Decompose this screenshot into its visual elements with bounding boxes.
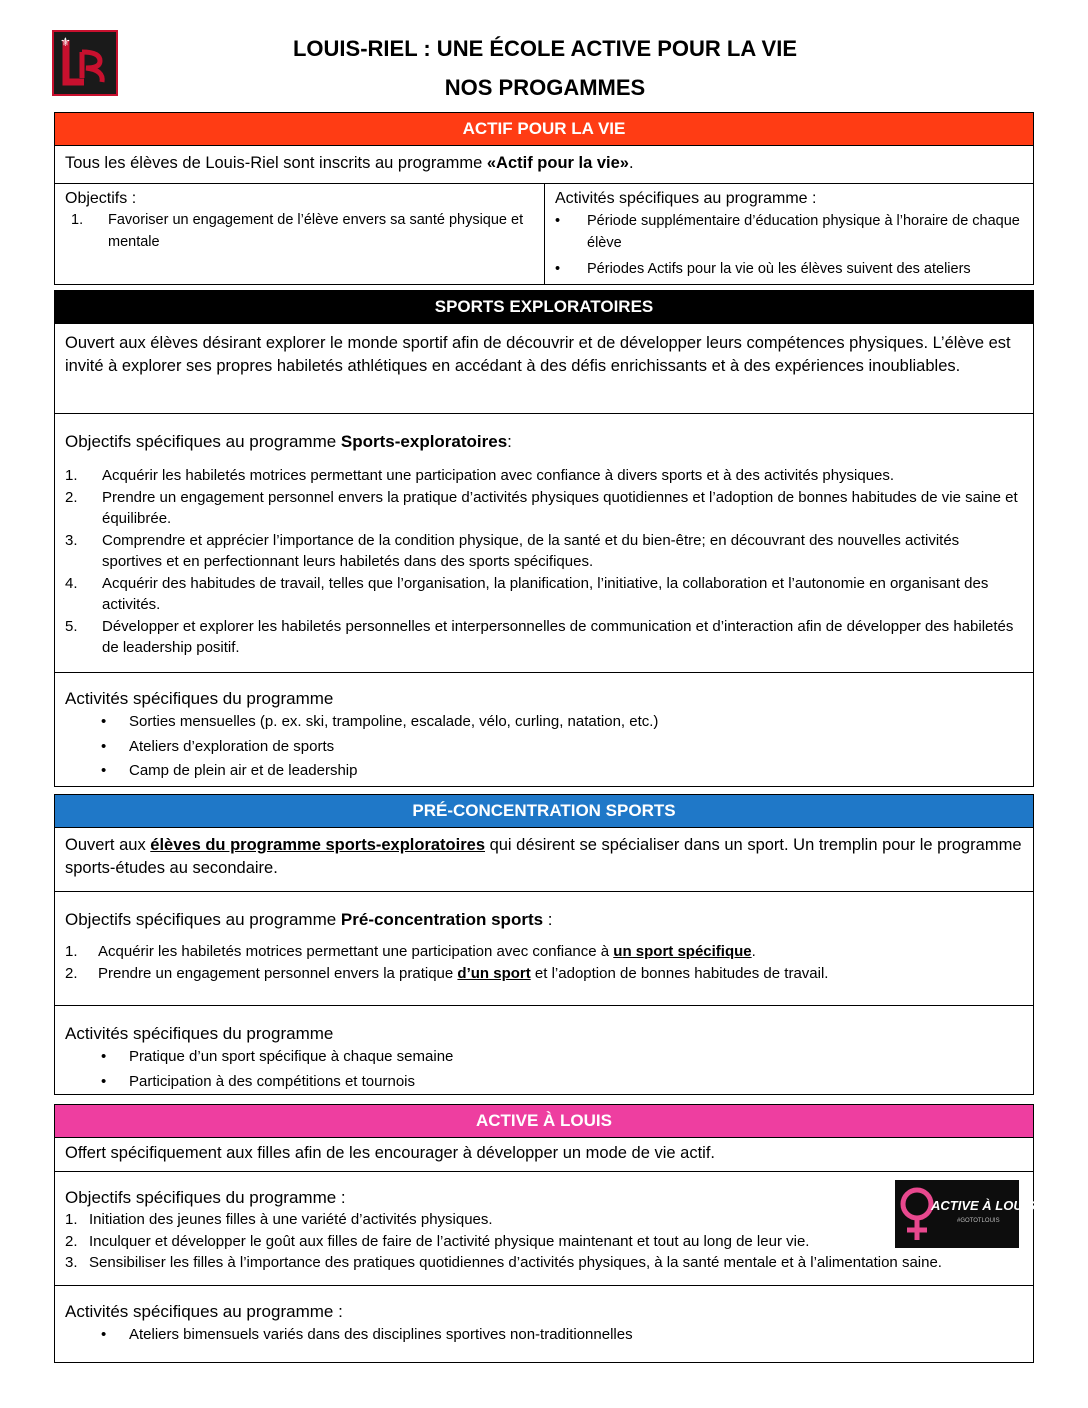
- objectives-heading: Objectifs :: [65, 190, 137, 207]
- activities-heading: Activités spécifiques au programme :: [555, 190, 817, 207]
- objectives-list: [65, 941, 1023, 984]
- objectives-heading: Objectifs spécifiques au programme Pré-concentration sports :: [65, 910, 553, 929]
- objectives-block: [55, 1172, 1036, 1286]
- section-header: ACTIVE À LOUIS: [55, 1105, 1033, 1138]
- section-intro: Offert spécifiquement aux filles afin de les encourager à développer un mode de vie actif.: [55, 1138, 1033, 1172]
- section-active-a-louis: [54, 1104, 1034, 1363]
- list-item: 2. Prendre un engagement personnel envers la pratique d’un sport et l’adoption de bonnes habitudes de travail.: [65, 964, 829, 982]
- school-logo: [52, 30, 118, 96]
- objectives-block: [55, 892, 1033, 1006]
- section-sports-exploratoires: [54, 290, 1034, 787]
- list-item: • Sorties mensuelles (p. ex. ski, trampoline, escalade, vélo, curling, natation, etc.): [101, 713, 659, 730]
- activities-heading: Activités spécifiques au programme :: [65, 1302, 343, 1321]
- list-item: 3. Comprendre et apprécier l’importance de la condition physique, de la santé et du bien-être; en découvrant des nouvelles activités sportives et en perfectionnant leurs habiletés dans des sports spécifiques.: [65, 531, 960, 570]
- list-item: • Ateliers bimensuels variés dans des disciplines sportives non-traditionnelles: [101, 1326, 633, 1343]
- section-pre-concentration: [54, 794, 1034, 1095]
- list-item: 5. Développer et explorer les habiletés personnelles et interpersonnelles de communication et d’interaction afin de développer des habiletés de leadership positif.: [65, 617, 1014, 656]
- activities-block: [55, 1006, 1033, 1094]
- section-intro: Ouvert aux élèves du programme sports-exploratoires qui désirent se spécialiser dans un sport. Un tremplin pour le programme sports-études au secondaire.: [55, 828, 1033, 892]
- list-item: 1. Initiation des jeunes filles à une variété d’activités physiques.: [65, 1211, 493, 1228]
- list-item: 1. Acquérir les habiletés motrices permettant une participation avec confiance à un sport spécifique.: [65, 943, 756, 960]
- intro-bold: «Actif pour la vie»: [486, 154, 629, 172]
- page-subtitle: NOS PROGAMMES: [444, 75, 646, 100]
- logo-text: ACTIVE À LOUIS: [931, 1198, 1036, 1213]
- objectives-list: [65, 1209, 1023, 1274]
- svg-text:⚜: ⚜: [60, 35, 71, 49]
- section-actif-pour-la-vie: [54, 112, 1034, 285]
- section-header: PRÉ-CONCENTRATION SPORTS: [55, 795, 1033, 828]
- list-item: 4. Acquérir des habitudes de travail, telles que l’organisation, la planification, l’initiative, la collaboration et l’autonomie en organisant des activités.: [65, 574, 989, 613]
- intro-text: Tous les élèves de Louis-Riel sont inscrits au programme: [65, 154, 487, 172]
- objectives-column: [55, 184, 545, 284]
- logo-subtext: #GOTOTLOUIS: [957, 1218, 1000, 1224]
- section-intro: [55, 146, 1033, 184]
- list-item: 2. Inculquer et développer le goût aux filles de faire de l’activité physique maintenant et tout au long de leur vie.: [65, 1232, 810, 1250]
- objectives-block: [55, 414, 1033, 673]
- activities-list: [65, 710, 1023, 784]
- page-title: LOUIS-RIEL : UNE ÉCOLE ACTIVE POUR LA VIE: [292, 36, 797, 61]
- objectives-heading: Objectifs spécifiques du programme :: [65, 1188, 346, 1207]
- list-item: 1. Favoriser un engagement de l’élève envers sa santé physique et mentale: [71, 212, 524, 250]
- list-item: • Périodes Actifs pour la vie où les élèves suivent des ateliers: [555, 261, 971, 277]
- list-item: • Participation à des compétitions et tournois: [101, 1072, 415, 1090]
- list-item: • Période supplémentaire d’éducation physique à l’horaire de chaque élève: [555, 213, 1020, 251]
- objectives-activities-row: [55, 184, 1033, 284]
- list-item: 1. Acquérir les habiletés motrices permettant une participation avec confiance à divers sports et à des activités physiques.: [65, 467, 895, 484]
- section-intro: Ouvert aux élèves désirant explorer le monde sportif afin de découvrir et de développer leurs compétences physiques. L’élève est invité à explorer ses propres habiletés athlétiques en accédant à des défis enrichissants et à des expériences inoubliables.: [55, 324, 1033, 414]
- activities-block: [55, 1286, 1033, 1362]
- activities-heading: Activités spécifiques du programme: [65, 1024, 334, 1043]
- section-header: SPORTS EXPLORATOIRES: [55, 291, 1033, 324]
- list-item: • Pratique d’un sport spécifique à chaque semaine: [101, 1048, 454, 1065]
- activities-column: [545, 184, 1033, 284]
- list-item: • Camp de plein air et de leadership: [101, 762, 358, 779]
- activities-heading: Activités spécifiques du programme: [65, 689, 334, 708]
- active-a-louis-logo: [895, 1180, 1036, 1248]
- objectives-list: [65, 465, 1023, 659]
- activities-list: [65, 1323, 1023, 1348]
- objectives-heading: Objectifs spécifiques au programme Sports-exploratoires:: [65, 432, 512, 451]
- intro-end: .: [629, 154, 634, 172]
- activities-list: [65, 1045, 1023, 1094]
- list-item: 2. Prendre un engagement personnel envers la pratique d’activités physiques quotidiennes et l’adoption de bonnes habitudes de vie saine et équilibrée.: [65, 488, 1018, 527]
- activities-block: [55, 673, 1033, 786]
- section-header: ACTIF POUR LA VIE: [55, 113, 1033, 146]
- program-link[interactable]: élèves du programme sports-exploratoires: [150, 836, 485, 854]
- list-item: 3. Sensibiliser les filles à l’importance des pratiques quotidiennes d’activités physiques, à la santé mentale et à l’alimentation saine.: [65, 1254, 942, 1271]
- list-item: • Ateliers d’exploration de sports: [101, 737, 335, 755]
